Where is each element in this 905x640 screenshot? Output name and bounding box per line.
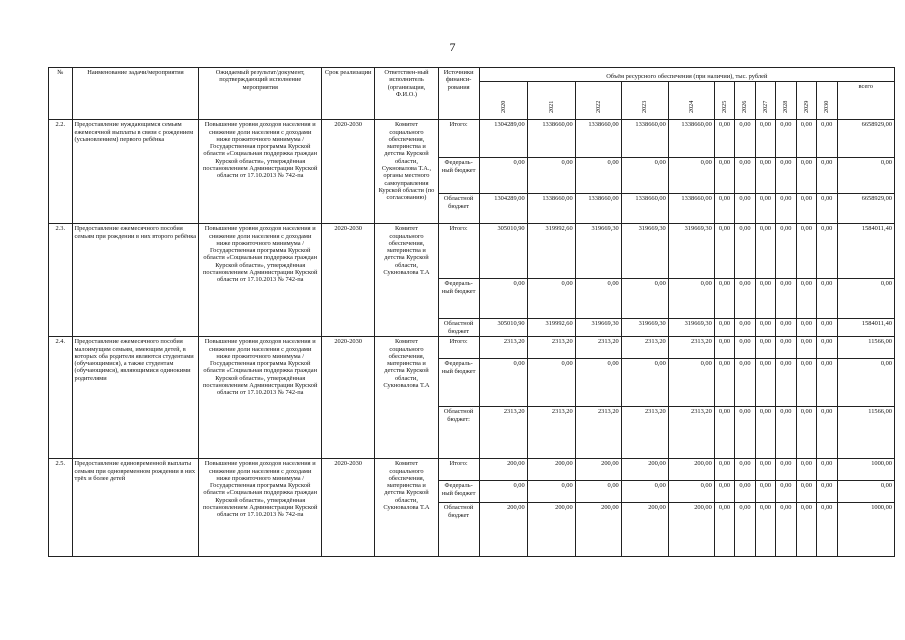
amount-cell: 0,00 — [735, 407, 755, 459]
amount-cell: 0,00 — [621, 279, 668, 319]
header-year: 2024 — [668, 82, 714, 120]
funding-source: Областной бюджет — [438, 319, 479, 337]
total-cell: 0,00 — [837, 359, 895, 407]
amount-cell: 0,00 — [817, 503, 837, 557]
expected-result: Повышение уровня доходов населения и снижение доли населения с доходами ниже прожиточного минимума / Государственная программа Курской области «Социальная поддержка граждан Курской области», утверждённая постановлением Администрации Курской области от 17.10.2013 № 742-па — [199, 120, 322, 224]
resource-table — [48, 67, 895, 557]
row-number: 2.5. — [49, 459, 73, 557]
funding-source: Итого: — [438, 459, 479, 481]
table-row — [49, 120, 895, 158]
total-cell: 6658929,00 — [837, 194, 895, 224]
header-executor: Ответствен-ный исполнитель (организация, Ф.И.О.) — [375, 68, 438, 120]
funding-source: Федераль-ный бюджет — [438, 279, 479, 319]
total-cell: 1000,00 — [837, 459, 895, 481]
amount-cell: 200,00 — [479, 503, 527, 557]
amount-cell: 0,00 — [776, 120, 796, 158]
header-volume: Объём ресурсного обеспечения (при наличии), тыс. рублей — [479, 68, 894, 82]
amount-cell: 0,00 — [817, 158, 837, 194]
term: 2020-2030 — [322, 459, 375, 557]
total-cell: 0,00 — [837, 481, 895, 503]
amount-cell: 0,00 — [796, 120, 816, 158]
task-name: Предоставление нуждающимся семьям ежемесячной выплаты в связи с рождением (усыновлением) первого ребёнка — [72, 120, 199, 224]
funding-source: Итого: — [438, 224, 479, 279]
amount-cell: 0,00 — [755, 359, 775, 407]
amount-cell: 0,00 — [796, 481, 816, 503]
total-cell: 1584011,40 — [837, 224, 895, 279]
amount-cell: 0,00 — [755, 481, 775, 503]
header-year: 2021 — [527, 82, 575, 120]
amount-cell: 319669,30 — [575, 224, 621, 279]
header-year: 2022 — [575, 82, 621, 120]
amount-cell: 200,00 — [575, 503, 621, 557]
amount-cell: 0,00 — [817, 120, 837, 158]
amount-cell: 1338660,00 — [575, 120, 621, 158]
amount-cell: 0,00 — [755, 224, 775, 279]
total-cell: 0,00 — [837, 279, 895, 319]
amount-cell: 0,00 — [796, 319, 816, 337]
total-cell: 1584011,40 — [837, 319, 895, 337]
amount-cell: 0,00 — [776, 407, 796, 459]
amount-cell: 0,00 — [817, 224, 837, 279]
term: 2020-2030 — [322, 120, 375, 224]
amount-cell: 0,00 — [776, 337, 796, 359]
header-year: 2026 — [735, 82, 755, 120]
amount-cell: 1304289,00 — [479, 194, 527, 224]
amount-cell: 0,00 — [668, 279, 714, 319]
funding-source: Федераль-ный бюджет — [438, 158, 479, 194]
amount-cell: 0,00 — [479, 359, 527, 407]
amount-cell: 0,00 — [796, 224, 816, 279]
amount-cell: 0,00 — [575, 158, 621, 194]
funding-source: Итого: — [438, 120, 479, 158]
amount-cell: 0,00 — [776, 279, 796, 319]
header-year: 2027 — [755, 82, 775, 120]
amount-cell: 0,00 — [714, 459, 734, 481]
amount-cell: 0,00 — [735, 319, 755, 337]
amount-cell: 305010,90 — [479, 319, 527, 337]
amount-cell: 0,00 — [776, 158, 796, 194]
amount-cell: 0,00 — [479, 158, 527, 194]
amount-cell: 0,00 — [735, 503, 755, 557]
amount-cell: 305010,90 — [479, 224, 527, 279]
amount-cell: 0,00 — [714, 279, 734, 319]
amount-cell: 0,00 — [817, 481, 837, 503]
amount-cell: 0,00 — [755, 407, 775, 459]
total-cell: 11566,00 — [837, 407, 895, 459]
amount-cell: 0,00 — [735, 224, 755, 279]
amount-cell: 0,00 — [668, 158, 714, 194]
amount-cell: 0,00 — [735, 279, 755, 319]
row-number: 2.2. — [49, 120, 73, 224]
amount-cell: 0,00 — [796, 158, 816, 194]
amount-cell: 319669,30 — [668, 319, 714, 337]
amount-cell: 0,00 — [755, 194, 775, 224]
amount-cell: 0,00 — [796, 503, 816, 557]
amount-cell: 0,00 — [735, 158, 755, 194]
amount-cell: 200,00 — [668, 503, 714, 557]
amount-cell: 0,00 — [776, 503, 796, 557]
funding-source: Федераль-ный бюджет — [438, 481, 479, 503]
amount-cell: 200,00 — [527, 503, 575, 557]
amount-cell: 0,00 — [714, 481, 734, 503]
amount-cell: 0,00 — [668, 481, 714, 503]
funding-source: Федераль-ный бюджет — [438, 359, 479, 407]
amount-cell: 0,00 — [776, 194, 796, 224]
amount-cell: 319669,30 — [668, 224, 714, 279]
amount-cell: 0,00 — [755, 459, 775, 481]
amount-cell: 0,00 — [479, 279, 527, 319]
term: 2020-2030 — [322, 337, 375, 459]
amount-cell: 0,00 — [776, 459, 796, 481]
amount-cell: 2313,20 — [479, 407, 527, 459]
amount-cell: 1338660,00 — [575, 194, 621, 224]
amount-cell: 0,00 — [575, 359, 621, 407]
amount-cell: 2313,20 — [575, 337, 621, 359]
amount-cell: 0,00 — [755, 503, 775, 557]
amount-cell: 0,00 — [796, 359, 816, 407]
amount-cell: 200,00 — [479, 459, 527, 481]
amount-cell: 1338660,00 — [621, 194, 668, 224]
funding-source: Областной бюджет: — [438, 407, 479, 459]
amount-cell: 0,00 — [527, 359, 575, 407]
amount-cell: 0,00 — [735, 120, 755, 158]
amount-cell: 0,00 — [714, 503, 734, 557]
amount-cell: 0,00 — [776, 481, 796, 503]
total-cell: 11566,00 — [837, 337, 895, 359]
expected-result: Повышение уровня доходов населения и снижение доли населения с доходами ниже прожиточного минимума / Государственная программа Курской области «Социальная поддержка граждан Курской области», утверждённая постановлением Администрации Курской области от 17.10.2013 № 742-па — [199, 224, 322, 337]
executor: Комитет социального обеспечения, материнства и детства Курской области, Сукновалова Т.А., органы местного самоуправления Курской области (по согласованию) — [375, 120, 438, 224]
header-year: 2030 — [817, 82, 837, 120]
amount-cell: 2313,20 — [621, 407, 668, 459]
amount-cell: 0,00 — [817, 337, 837, 359]
amount-cell: 0,00 — [735, 359, 755, 407]
amount-cell: 1304289,00 — [479, 120, 527, 158]
header-year: 2025 — [714, 82, 734, 120]
amount-cell: 0,00 — [817, 194, 837, 224]
amount-cell: 0,00 — [714, 407, 734, 459]
amount-cell: 0,00 — [776, 319, 796, 337]
amount-cell: 0,00 — [755, 158, 775, 194]
amount-cell: 200,00 — [668, 459, 714, 481]
amount-cell: 2313,20 — [479, 337, 527, 359]
amount-cell: 0,00 — [621, 158, 668, 194]
header-sources: Источники финанси-рования — [438, 68, 479, 120]
row-number: 2.3. — [49, 224, 73, 337]
total-cell: 1000,00 — [837, 503, 895, 557]
header-year: 2028 — [776, 82, 796, 120]
amount-cell: 0,00 — [527, 481, 575, 503]
amount-cell: 0,00 — [621, 481, 668, 503]
table-row — [49, 459, 895, 481]
total-cell: 0,00 — [837, 158, 895, 194]
amount-cell: 0,00 — [735, 194, 755, 224]
amount-cell: 0,00 — [527, 279, 575, 319]
task-name: Предоставление ежемесячного пособия семьям при рождении в них второго ребёнка — [72, 224, 199, 337]
amount-cell: 0,00 — [575, 279, 621, 319]
amount-cell: 0,00 — [796, 459, 816, 481]
amount-cell: 200,00 — [575, 459, 621, 481]
amount-cell: 1338660,00 — [668, 120, 714, 158]
amount-cell: 0,00 — [817, 407, 837, 459]
amount-cell: 0,00 — [714, 359, 734, 407]
amount-cell: 0,00 — [755, 120, 775, 158]
amount-cell: 319992,60 — [527, 224, 575, 279]
amount-cell: 0,00 — [755, 337, 775, 359]
header-year: 2020 — [479, 82, 527, 120]
amount-cell: 319992,60 — [527, 319, 575, 337]
amount-cell: 0,00 — [817, 319, 837, 337]
amount-cell: 0,00 — [776, 359, 796, 407]
executor: Комитет социального обеспечения, материнства и детства Курской области, Сукновалова Т.А — [375, 337, 438, 459]
amount-cell: 0,00 — [817, 359, 837, 407]
header-no: № — [49, 68, 73, 120]
amount-cell: 0,00 — [527, 158, 575, 194]
amount-cell: 0,00 — [776, 224, 796, 279]
page-number: 7 — [449, 40, 456, 54]
amount-cell: 0,00 — [735, 481, 755, 503]
amount-cell: 2313,20 — [668, 337, 714, 359]
total-cell: 6658929,00 — [837, 120, 895, 158]
amount-cell: 0,00 — [735, 459, 755, 481]
amount-cell: 0,00 — [714, 224, 734, 279]
amount-cell: 0,00 — [755, 319, 775, 337]
header-year: 2029 — [796, 82, 816, 120]
funding-source: Областной бюджет — [438, 194, 479, 224]
amount-cell: 2313,20 — [621, 337, 668, 359]
amount-cell: 0,00 — [735, 337, 755, 359]
amount-cell: 0,00 — [668, 359, 714, 407]
amount-cell: 0,00 — [621, 359, 668, 407]
amount-cell: 0,00 — [714, 120, 734, 158]
amount-cell: 2313,20 — [575, 407, 621, 459]
amount-cell: 0,00 — [479, 481, 527, 503]
amount-cell: 0,00 — [714, 194, 734, 224]
amount-cell: 1338660,00 — [621, 120, 668, 158]
table-row — [49, 337, 895, 359]
amount-cell: 200,00 — [527, 459, 575, 481]
row-number: 2.4. — [49, 337, 73, 459]
amount-cell: 0,00 — [796, 407, 816, 459]
amount-cell: 1338660,00 — [527, 120, 575, 158]
amount-cell: 0,00 — [796, 194, 816, 224]
amount-cell: 0,00 — [796, 279, 816, 319]
expected-result: Повышение уровня доходов населения и снижение доли населения с доходами ниже прожиточного минимума / Государственная программа Курской области «Социальная поддержка граждан Курской области», утверждённая постановлением Администрации Курской области от 17.10.2013 № 742-па — [199, 337, 322, 459]
amount-cell: 0,00 — [714, 319, 734, 337]
table-row — [49, 224, 895, 279]
amount-cell: 1338660,00 — [527, 194, 575, 224]
amount-cell: 2313,20 — [527, 407, 575, 459]
amount-cell: 0,00 — [817, 279, 837, 319]
amount-cell: 0,00 — [714, 158, 734, 194]
funding-source: Итого: — [438, 337, 479, 359]
executor: Комитет социального обеспечения, материнства и детства Курской области, Сукновалова Т.А — [375, 224, 438, 337]
executor: Комитет социального обеспечения, материнства и детства Курской области, Сукновалова Т.А — [375, 459, 438, 557]
amount-cell: 1338660,00 — [668, 194, 714, 224]
header-year: 2023 — [621, 82, 668, 120]
amount-cell: 2313,20 — [527, 337, 575, 359]
header-name: Наименование задачи/мероприятия — [72, 68, 199, 120]
amount-cell: 319669,30 — [621, 319, 668, 337]
amount-cell: 0,00 — [817, 459, 837, 481]
amount-cell: 0,00 — [755, 279, 775, 319]
task-name: Предоставление ежемесячного пособия малоимущим семьям, имеющим детей, в которых оба родителя являются студентами (обучающимися), а также студентам (обучающимся), являющимися одинокими родителями — [72, 337, 199, 459]
header-term: Срок реализации — [322, 68, 375, 120]
amount-cell: 0,00 — [714, 337, 734, 359]
header-total: всего — [837, 82, 895, 120]
amount-cell: 0,00 — [575, 481, 621, 503]
expected-result: Повышение уровня доходов населения и снижение доли населения с доходами ниже прожиточного минимума / Государственная программа Курской области «Социальная поддержка граждан Курской области», утверждённая постановлением Администрации Курской области от 17.10.2013 № 742-па — [199, 459, 322, 557]
amount-cell: 200,00 — [621, 459, 668, 481]
amount-cell: 319669,30 — [575, 319, 621, 337]
term: 2020-2030 — [322, 224, 375, 337]
amount-cell: 319669,30 — [621, 224, 668, 279]
amount-cell: 2313,20 — [668, 407, 714, 459]
amount-cell: 200,00 — [621, 503, 668, 557]
header-result: Ожидаемый результат/документ, подтверждающий исполнение мероприятия — [199, 68, 322, 120]
amount-cell: 0,00 — [796, 337, 816, 359]
funding-source: Областной бюджет — [438, 503, 479, 557]
task-name: Предоставление единовременной выплаты семьям при одновременном рождении в них трёх и более детей — [72, 459, 199, 557]
